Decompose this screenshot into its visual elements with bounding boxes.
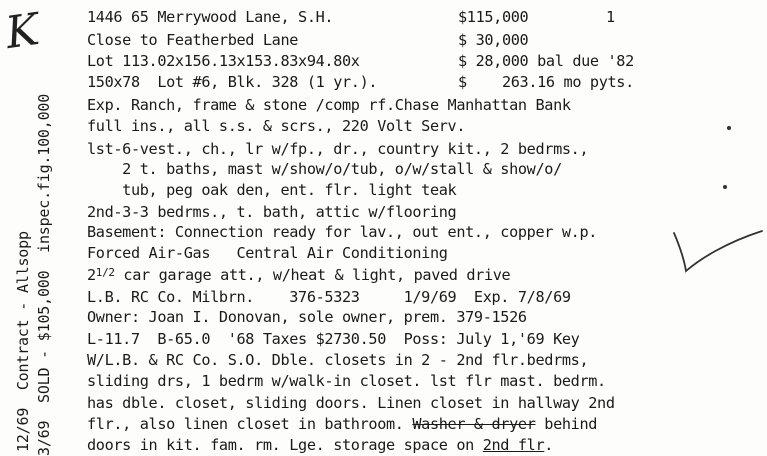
text-line: sliding drs, 1 bedrm w/walk-in closet. lst flr mast. bedrm.	[87, 372, 606, 390]
ink-dot	[727, 126, 731, 130]
text-line: has dble. closet, sliding doors. Linen closet in hallway 2nd	[87, 394, 615, 412]
text-line: tub, peg oak den, ent. flr. light teak	[87, 181, 457, 199]
ink-dot	[723, 185, 727, 189]
owner-line: Owner: Joan I. Donovan, sole owner, prem. 379-1526	[87, 308, 527, 326]
lot-block-line: 150x78 Lot #6, Blk. 328 (1 yr.).	[87, 73, 378, 91]
handwritten-k-mark: K	[2, 3, 43, 60]
text-line: doors in kit. fam. rm. Lge. storage space on 2nd flr.	[87, 436, 554, 454]
cash-value: $ 30,000	[458, 31, 529, 49]
text-line: Exp. Ranch, frame & stone /comp rf.Chase Manhattan Bank	[87, 96, 571, 114]
side-annotation-sold: 3/69 SOLD - $105,000 inspec.fig.100,000	[35, 93, 53, 456]
monthly-payment: $ 263.16 mo pyts.	[458, 73, 634, 91]
side-annotation-contract: 12/69 Contract - Allsopp	[14, 231, 32, 452]
card-number: 1	[606, 8, 615, 26]
location-line: Close to Featherbed Lane	[87, 31, 299, 49]
text-line: Basement: Connection ready for lav., out ent., copper w.p.	[87, 223, 598, 241]
text-line: 2nd-3-3 bedrms., t. bath, attic w/flooring	[87, 203, 457, 221]
broker-line: L.B. RC Co. Milbrn. 376-5323 1/9/69 Exp. 7/8/69	[87, 288, 571, 306]
text-line: Forced Air-Gas Central Air Conditioning	[87, 244, 448, 262]
lot-dimensions-line: Lot 113.02x156.13x153.83x94.80x	[87, 52, 360, 70]
mortgage-value: $ 28,000 bal due '82	[458, 52, 634, 70]
text-line: full ins., all s.s. & scrs., 220 Volt Serv.	[87, 117, 466, 135]
text-line: flr., also linen closet in bathroom. Washer & dryer behind	[87, 415, 598, 433]
address-line: 1446 65 Merrywood Lane, S.H.	[87, 8, 334, 26]
checkmark-mark	[670, 225, 765, 280]
garage-line: $2^{1/2}$ car garage att., w/heat & light, paved drive	[87, 266, 511, 284]
text-line: W/L.B. & RC Co. S.O. Dble. closets in 2 - 2nd flr.bedrms,	[87, 351, 589, 369]
text-line: lst-6-vest., ch., lr w/fp., dr., country kit., 2 bedrms.,	[87, 140, 589, 158]
price-value: $115,000	[458, 8, 529, 26]
taxes-line: L-11.7 B-65.0 '68 Taxes $2730.50 Poss: July 1,'69 Key	[87, 330, 580, 348]
text-line: 2 t. baths, mast w/show/o/tub, o/w/stall & show/o/	[87, 160, 562, 178]
